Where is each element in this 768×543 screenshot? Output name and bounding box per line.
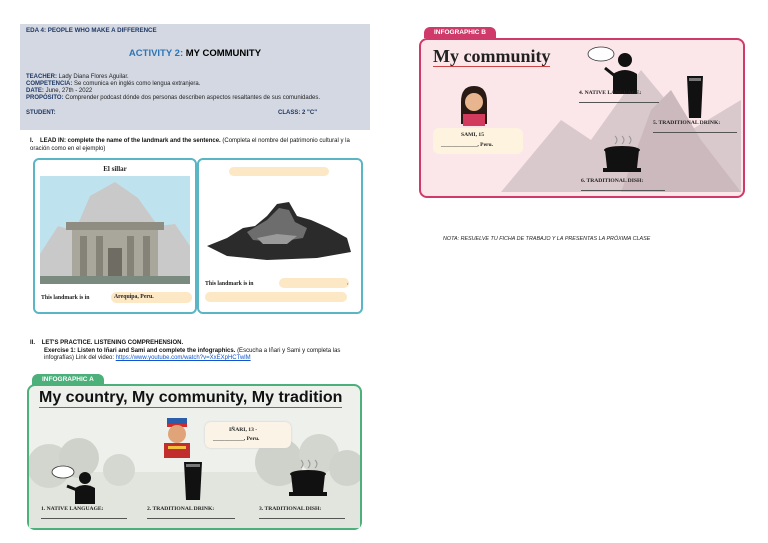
date-line: DATE: June, 27th - 2022 (26, 88, 93, 94)
activity-title (20, 48, 370, 59)
traditional-dish-blank[interactable] (259, 518, 345, 519)
answer-box[interactable]: Arequipa, Peru. (111, 292, 192, 303)
drink-glass-icon (685, 74, 705, 118)
answer-box-line2[interactable] (205, 292, 347, 302)
section-two-instructions: II. LET'S PRACTICE. LISTENING COMPREHENSION. Exercise 1: Listen to Iñari and Sami and complete the infographics. (Escucha a Iñari y Sami y completa las infografías) Link del video: https://www.youtube.com/watch?v=XxEXpHCTwlM (30, 340, 341, 361)
comma: , (347, 280, 349, 286)
sami-country-blank[interactable]: _____________, Peru. (441, 142, 494, 148)
card-sentence: This landmark is in (205, 281, 254, 287)
inari-name: IÑARI, 13 - (229, 427, 258, 433)
sami-avatar (457, 84, 491, 126)
speaking-person-icon (51, 464, 101, 504)
dish-pot-icon (283, 458, 333, 500)
native-language-label: 4. NATIVE LANGUAGE: (579, 90, 642, 96)
traditional-dish-blank[interactable] (581, 190, 665, 191)
sami-name: SAMI, 15 (461, 132, 484, 138)
traditional-drink-blank[interactable] (147, 518, 235, 519)
activity-name: MY COMMUNITY (185, 48, 262, 59)
drink-glass-icon (182, 460, 204, 500)
card-sentence: This landmark is in (41, 295, 90, 301)
homework-note: NOTA: RESUELVE TU FICHA DE TRABAJO Y LA PRESENTAS LA PRÓXIMA CLASE (443, 236, 651, 242)
machu-picchu-illustration (207, 198, 353, 262)
inari-avatar (159, 416, 195, 458)
activity-label: ACTIVITY 2: (128, 48, 184, 59)
card-title: El sillar (103, 165, 127, 173)
title-answer-box[interactable] (229, 167, 329, 176)
inari-country-blank[interactable]: ___________, Peru. (213, 436, 260, 442)
sami-info-box (433, 128, 523, 154)
infographic-a-tab: INFOGRAPHIC A (32, 374, 104, 385)
competencia-line: COMPETENCIA: Se comunica en inglés como lengua extranjera. (26, 81, 201, 87)
infographic-a-title: My country, My community, My tradition (39, 389, 343, 406)
native-language-label: 1. NATIVE LANGUAGE: (41, 506, 104, 512)
traditional-dish-label: 3. TRADITIONAL DISH: (259, 506, 322, 512)
landmark-card-machupicchu (197, 158, 363, 314)
sillar-building-illustration (40, 176, 190, 284)
student-line: STUDENT: (26, 110, 56, 116)
native-language-blank[interactable] (579, 102, 659, 103)
eda-title: EDA 4: PEOPLE WHO MAKE A DIFFERENCE (26, 27, 157, 34)
proposito-line: PROPÓSITO: Comprender podcast dónde dos personas describen aspectos resaltantes de sus comunidades. (26, 95, 321, 101)
infographic-b-title: My community (433, 46, 551, 66)
answer-box[interactable] (279, 278, 349, 288)
inari-info-box (205, 422, 291, 448)
section-one-instructions: I. LEAD IN: complete the name of the landmark and the sentence. (Completa el nombre del patrimonio cultural y la oración como en el ejemplo) (30, 138, 350, 152)
traditional-dish-label: 6. TRADITIONAL DISH: (581, 178, 644, 184)
infographic-a (27, 384, 362, 530)
dish-pot-icon (597, 134, 647, 176)
infographic-b-tab: INFOGRAPHIC B (424, 27, 496, 38)
speaking-person-icon (585, 44, 645, 94)
infographic-b (419, 38, 745, 198)
native-language-blank[interactable] (41, 518, 127, 519)
traditional-drink-blank[interactable] (653, 132, 737, 133)
video-link[interactable]: https://www.youtube.com/watch?v=XxEXpHCTwlM (115, 355, 251, 361)
landmark-card-sillar (33, 158, 197, 314)
activity-header (20, 24, 370, 130)
traditional-drink-label: 5. TRADITIONAL DRINK: (653, 120, 721, 126)
class-line: CLASS: 2 "C" (278, 110, 318, 116)
traditional-drink-label: 2. TRADITIONAL DRINK: (147, 506, 215, 512)
teacher-line: TEACHER: Lady Diana Flores Aguilar. (26, 74, 129, 80)
